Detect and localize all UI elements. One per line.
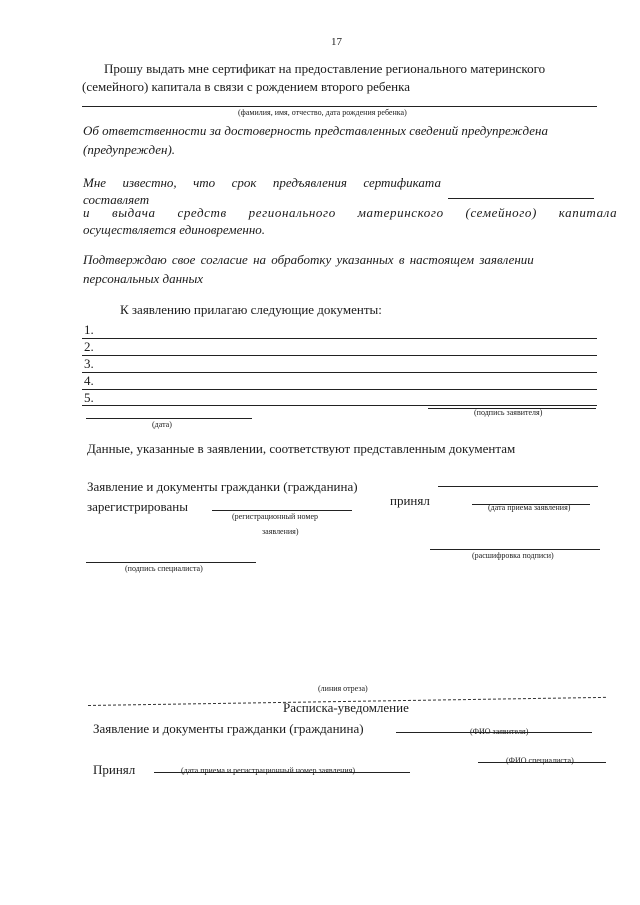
- attachment-number: 5.: [84, 390, 94, 405]
- attachments-heading: К заявлению прилагаю следующие документы:: [120, 302, 382, 317]
- date-caption: (дата): [152, 420, 172, 429]
- attachment-number: 3.: [84, 356, 94, 371]
- consent-line-1: Подтверждаю свое согласие на обработку указанных в настоящем заявлении: [83, 252, 534, 267]
- known-line-1-word: сертификата: [363, 175, 441, 190]
- receipt-date-reg-caption: (дата приема и регистрационный номер заявления): [181, 766, 356, 775]
- attachment-line[interactable]: [82, 372, 597, 373]
- verified-text: Данные, указанные в заявлении, соответствуют представленным документам: [87, 441, 516, 456]
- reg-number-caption-2: заявления): [262, 527, 299, 536]
- reg-number-line[interactable]: [212, 510, 352, 511]
- attachment-line[interactable]: [82, 338, 597, 339]
- applicant-signature-caption: (подпись заявителя): [474, 408, 543, 417]
- known-line-2: составляет: [83, 192, 150, 207]
- receipt-date-caption: (дата приема заявления): [488, 503, 571, 512]
- signature-decode-caption: (расшифровка подписи): [472, 551, 554, 560]
- responsibility-line-1: Об ответственности за достоверность представленных сведений предупреждена: [83, 123, 548, 138]
- known-line-4: осуществляется единовременно.: [83, 222, 266, 237]
- known-line-1: [83, 175, 441, 191]
- registration-line-1: Заявление и документы гражданки (гражданина): [87, 479, 358, 494]
- request-line-2: (семейного) капитала в связи с рождением второго ребенка: [82, 79, 410, 94]
- cut-line-caption: (линия отреза): [318, 684, 368, 693]
- attachment-line[interactable]: [82, 405, 597, 406]
- known-line-1-word: известно,: [122, 175, 177, 190]
- registrar-line[interactable]: [438, 486, 598, 487]
- attachment-number: 4.: [84, 373, 94, 388]
- known-line-1-word: Мне: [83, 175, 107, 190]
- child-name-line[interactable]: [82, 106, 597, 107]
- child-name-caption: (фамилия, имя, отчество, дата рождения ребенка): [238, 108, 407, 117]
- receipt-title: Расписка-уведомление: [283, 700, 409, 715]
- known-line-3: и выдача средств регионального материнского (семейного) капитала: [83, 205, 618, 220]
- request-line-1: Прошу выдать мне сертификат на предоставление регионального материнского: [104, 61, 546, 76]
- known-line-1-word: что: [193, 175, 216, 190]
- receipt-line-1: Заявление и документы гражданки (гражданина): [93, 721, 364, 736]
- attachment-line[interactable]: [82, 389, 597, 390]
- responsibility-line-2: (предупрежден).: [83, 142, 176, 157]
- specialist-fio-caption: (ФИО специалиста): [506, 756, 574, 765]
- receipt-accepted-label: Принял: [93, 762, 136, 777]
- attachment-number: 1.: [84, 322, 94, 337]
- specialist-signature-line[interactable]: [86, 562, 256, 563]
- known-line-1-word: срок: [231, 175, 257, 190]
- signature-decode-line[interactable]: [430, 549, 600, 550]
- attachment-number: 2.: [84, 339, 94, 354]
- accepted-label: принял: [390, 493, 430, 508]
- consent-line-2: персональных данных: [83, 271, 204, 286]
- specialist-signature-caption: (подпись специалиста): [125, 564, 203, 573]
- applicant-fio-caption: (ФИО заявителя): [470, 727, 529, 736]
- reg-number-caption: (регистрационный номер: [232, 512, 318, 521]
- attachment-line[interactable]: [82, 355, 597, 356]
- known-line-1-word: предъявления: [272, 175, 347, 190]
- registration-line-2: зарегистрированы: [87, 499, 188, 514]
- page-number: 17: [331, 36, 342, 48]
- date-line[interactable]: [86, 418, 252, 419]
- term-line[interactable]: [448, 198, 594, 199]
